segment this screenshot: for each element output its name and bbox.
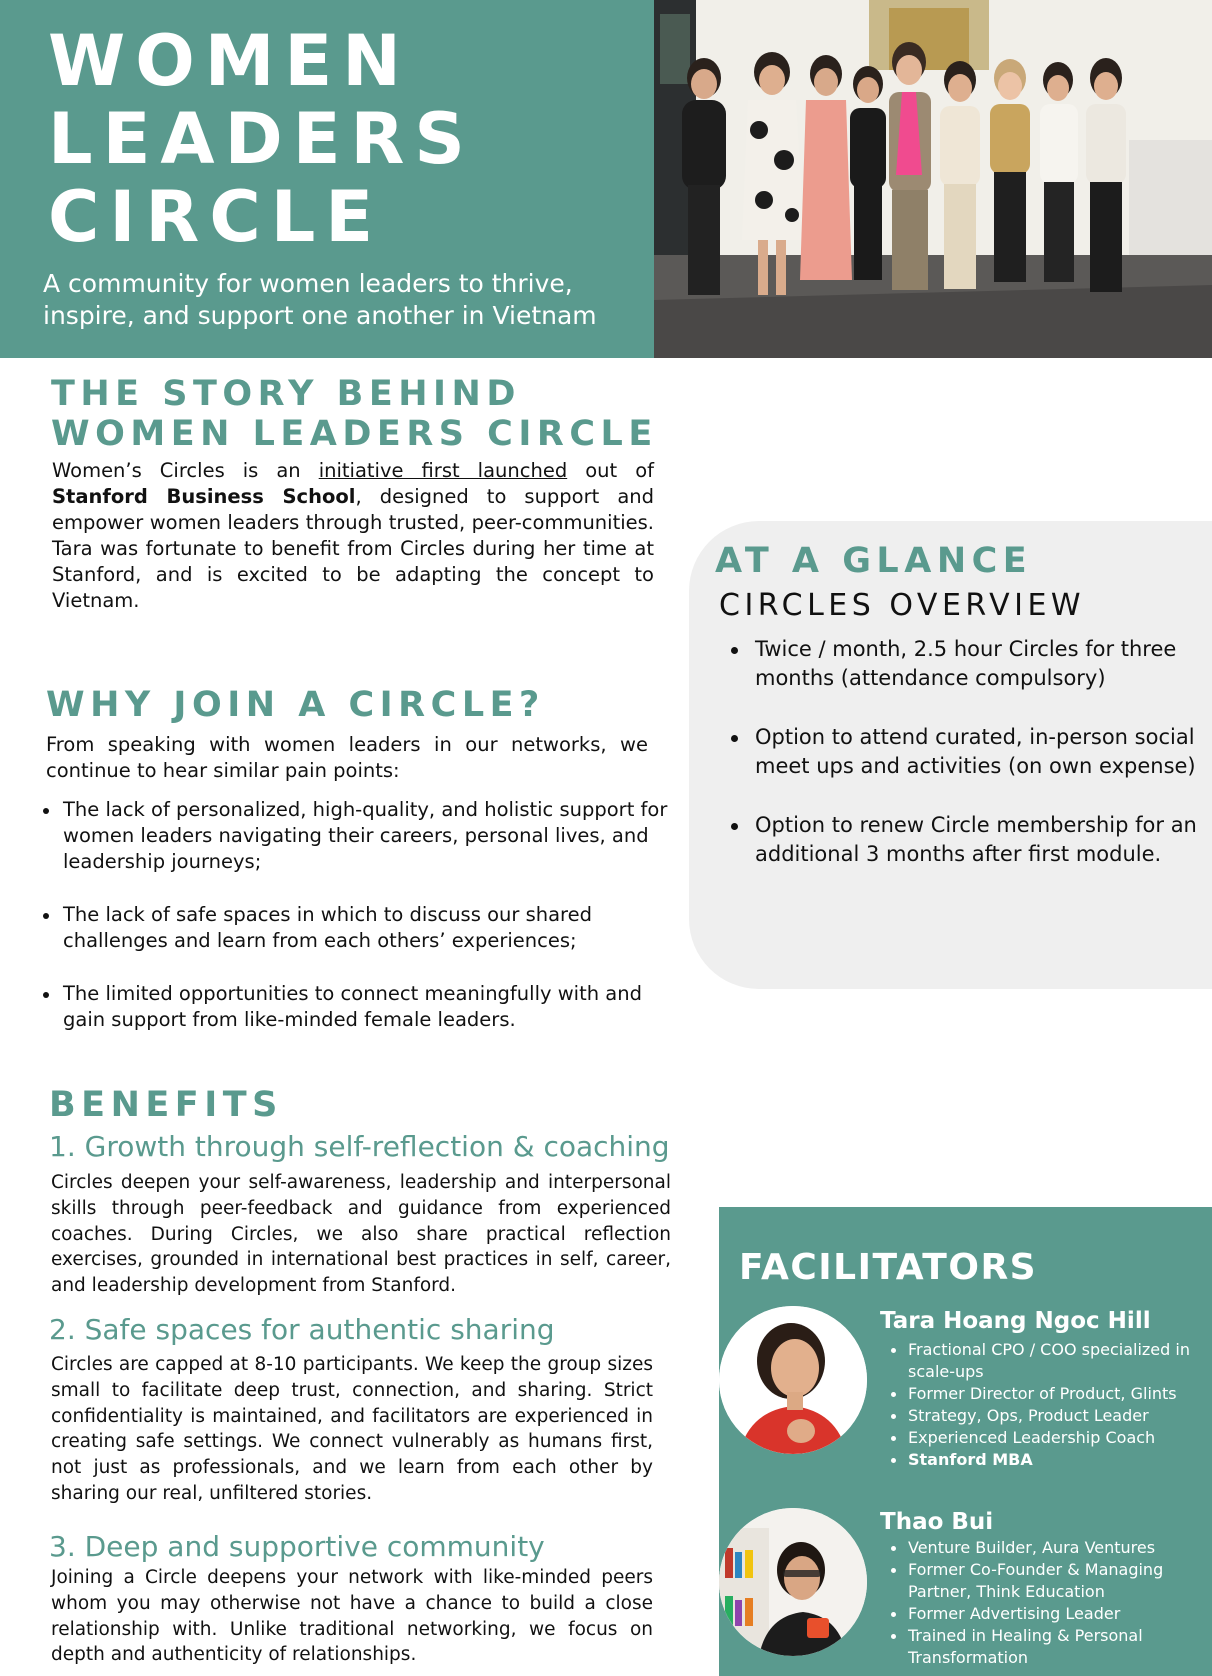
list-item: Former Director of Product, Glints <box>888 1383 1208 1405</box>
story-text-part: Women’s Circles is an <box>52 459 319 482</box>
benefit-text: Circles deepen your self-awareness, leadership and interpersonal skills through peer-feedback and guidance from experienced coaches. During Circles, we also share practical reflection exercises, grounded in international best practices in self, career, and leadership development from Stanford. <box>51 1172 671 1297</box>
list-item: Venture Builder, Aura Ventures <box>888 1537 1208 1559</box>
list-item: The limited opportunities to connect meaningfully with and gain support from like-minded female leaders. <box>40 981 670 1033</box>
list-item: Trained in Healing & Personal Transformation <box>888 1625 1208 1669</box>
list-item: The lack of personalized, high-quality, and holistic support for women leaders navigating their careers, personal lives, and leadership journeys; <box>40 797 670 875</box>
list-item: Option to renew Circle membership for an additional 3 months after first module. <box>728 811 1198 869</box>
benefit-heading: 3. Deep and supportive community <box>49 1530 545 1563</box>
pain-points-list <box>40 797 670 1060</box>
hero-title-line: CIRCLE <box>48 176 384 258</box>
benefit-heading: 2. Safe spaces for authentic sharing <box>49 1313 555 1346</box>
list-item: The lack of safe spaces in which to discuss our shared challenges and learn from each others’ experiences; <box>40 902 670 954</box>
hero-title <box>48 22 475 256</box>
story-text-part: , designed to support and empower women leaders through trusted, peer-communities. Tara was fortunate to benefit from Circles during her time at Stanford, and is excited to be adapting the concept to Vietnam. <box>52 485 655 612</box>
story-heading-line: WOMEN LEADERS CIRCLE <box>51 414 658 454</box>
avatar <box>719 1508 867 1656</box>
list-item: Former Advertising Leader <box>888 1603 1208 1625</box>
facilitator-credentials <box>888 1537 1208 1669</box>
list-item: Former Co-Founder & Managing Partner, Think Education <box>888 1559 1208 1603</box>
facilitators-heading: FACILITATORS <box>739 1247 1038 1288</box>
why-join-heading: WHY JOIN A CIRCLE? <box>46 685 545 725</box>
initiative-link[interactable]: initiative first launched <box>318 459 568 482</box>
story-text-part: out of <box>567 459 654 482</box>
facilitator-portrait-icon <box>719 1508 867 1656</box>
facilitators-panel <box>719 1207 1212 1676</box>
group-photo <box>654 0 1212 358</box>
story-heading-line: THE STORY BEHIND <box>51 374 521 414</box>
facilitator-portrait-icon <box>719 1306 867 1454</box>
list-item: Stanford MBA <box>888 1449 1208 1471</box>
why-join-intro: From speaking with women leaders in our networks, we continue to hear similar pain points: <box>46 733 648 782</box>
stanford-highlight: Stanford Business School <box>52 485 356 508</box>
benefit-text: Joining a Circle deepens your network with like-minded peers whom you may otherwise not have a chance to build a close relationship with. Unlike traditional networking, we focus on depth and authenticity of relationships. <box>51 1567 653 1666</box>
facilitator-credentials <box>888 1339 1208 1471</box>
hero-banner <box>0 0 654 358</box>
list-item: Fractional CPO / COO specialized in scale-ups <box>888 1339 1208 1383</box>
benefits-heading: BENEFITS <box>49 1085 283 1125</box>
story-heading <box>51 374 658 454</box>
facilitator-name: Tara Hoang Ngoc Hill <box>880 1308 1151 1334</box>
hero-subtitle: A community for women leaders to thrive, inspire, and support one another in Vietnam <box>43 269 597 330</box>
benefit-text: Circles are capped at 8-10 participants. We keep the group sizes small to facilitate deep trust, connection, and sharing. Strict confidentiality is maintained, and facilitators are experienced in creating safe settings. We connect vulnerably as humans first, not just as professionals, and we learn from each other by sharing our real, unfiltered stories. <box>51 1354 653 1504</box>
group-photo-illustration <box>654 0 1212 358</box>
avatar <box>719 1306 867 1454</box>
at-a-glance-panel <box>689 521 1212 989</box>
list-item: Strategy, Ops, Product Leader <box>888 1405 1208 1427</box>
hero-title-line: WOMEN <box>48 20 411 102</box>
circles-overview-subheading: CIRCLES OVERVIEW <box>719 588 1086 623</box>
overview-list <box>728 635 1198 899</box>
list-item: Experienced Leadership Coach <box>888 1427 1208 1449</box>
hero-title-line: LEADERS <box>48 98 475 180</box>
list-item: Twice / month, 2.5 hour Circles for three months (attendance compulsory) <box>728 635 1198 693</box>
facilitator-name: Thao Bui <box>880 1509 994 1535</box>
story-paragraph <box>52 458 654 614</box>
at-a-glance-heading: AT A GLANCE <box>715 541 1033 581</box>
list-item: Option to attend curated, in-person social meet ups and activities (on own expense) <box>728 723 1198 781</box>
benefit-heading: 1. Growth through self-reflection & coaching <box>49 1130 670 1163</box>
